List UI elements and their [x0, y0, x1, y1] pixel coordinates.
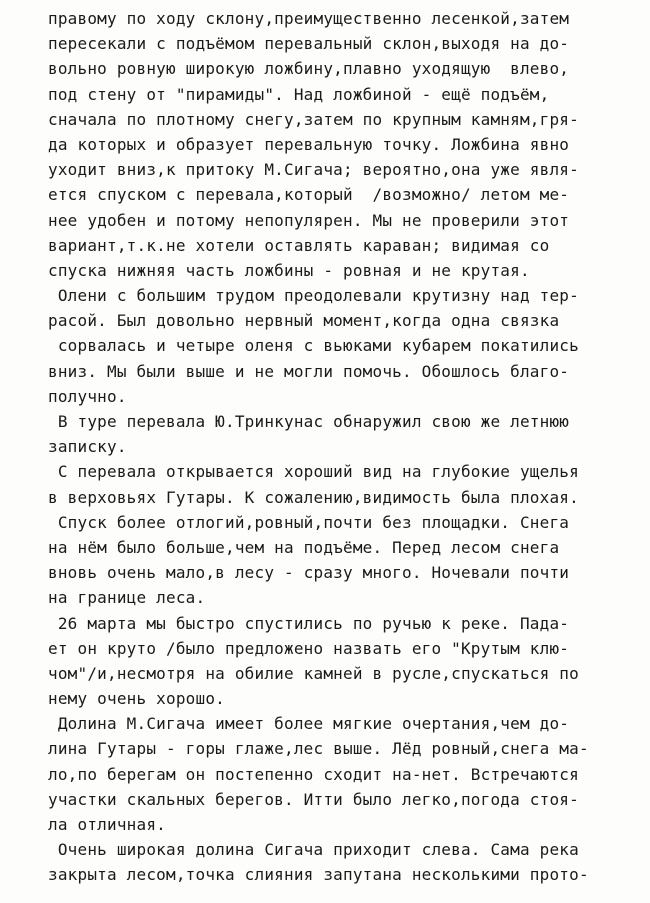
text-line: правому по ходу склону,преимущественно лесенкой,затем [48, 9, 570, 28]
text-line: Олени с большим трудом преодолевали крутизну над тер- [48, 286, 579, 306]
text-line: вариант,т.к.не хотели оставлять караван; видимая со [48, 235, 550, 255]
text-line: уходит вниз,к притоку М.Сигача; вероятно,она уже явля- [48, 160, 579, 180]
document-text [48, 6, 608, 888]
text-line: ла отличная. [48, 815, 166, 834]
text-line: сорвалась и четыре оленя с вьюками кубарем покатились [48, 336, 579, 356]
text-line: в верховьях Гутары. К сожалению,видимость была плохая. [48, 487, 579, 507]
text-line: ет он круто /было предложено назвать его "Крутым клю- [48, 638, 570, 658]
text-line: С перевала открывается хороший вид на глубокие ущелья [48, 462, 579, 482]
text-line: Спуск более отлогий,ровный,почти без площадки. Снега [48, 512, 570, 532]
text-line: записку. [48, 437, 127, 457]
text-line: 26 марта мы быстро спустились по ручью к реке. Пада- [48, 613, 570, 633]
text-line: под стену от "пирамиды". Над ложбиной - ещё подъём, [48, 84, 550, 104]
text-line: ется спуском с перевала,который /возможно/ летом ме- [48, 185, 570, 205]
text-line: Долина М.Сигача имеет более мягкие очертания,чем до- [48, 714, 570, 734]
text-line: вольно ровную широкую ложбину,плавно уходящую влево, [48, 59, 570, 79]
text-line: лина Гутары - горы глаже,лес выше. Лёд ровный,снега ма- [48, 739, 589, 759]
text-line: Очень широкая долина Сигача приходит слева. Сама река [48, 840, 579, 860]
text-line: на нём было больше,чем на подъёме. Перед лесом снега [48, 537, 560, 557]
text-line: расой. Был довольно нервный момент,когда одна связка [48, 311, 560, 331]
text-line: пересекали с подъёмом перевальный склон,выходя на до- [48, 34, 570, 54]
text-line: нее удобен и потому непопулярен. Мы не проверили этот [48, 210, 570, 230]
text-line: вновь очень мало,в лесу - сразу много. Ночевали почти [48, 563, 570, 583]
text-line: чом"/и,несмотря на обилие камней в русле,спускаться по [48, 663, 579, 683]
text-line: нему очень хорошо. [48, 689, 225, 709]
text-line: да которых и образует перевальную точку. Ложбина явно [48, 134, 570, 154]
text-line: вниз. Мы были выше и не могли помочь. Обошлось благо- [48, 361, 570, 381]
text-line: сначала по плотному снегу,затем по крупным камням,гря- [48, 109, 579, 129]
text-line: закрыта лесом,точка слияния запутана несколькими прото- [48, 865, 589, 885]
text-line: ло,по берегам он постепенно сходит на-нет. Встречаются [48, 764, 579, 784]
text-line: участки скальных берегов. Итти было легко,погода стоя- [48, 789, 579, 809]
text-line: В туре перевала Ю.Тринкунас обнаружил свою же летнюю [48, 412, 570, 431]
text-line: получно. [48, 386, 127, 406]
text-line: спуска нижняя часть ложбины - ровная и не крутая. [48, 260, 530, 280]
text-line: на границе леса. [48, 588, 206, 608]
